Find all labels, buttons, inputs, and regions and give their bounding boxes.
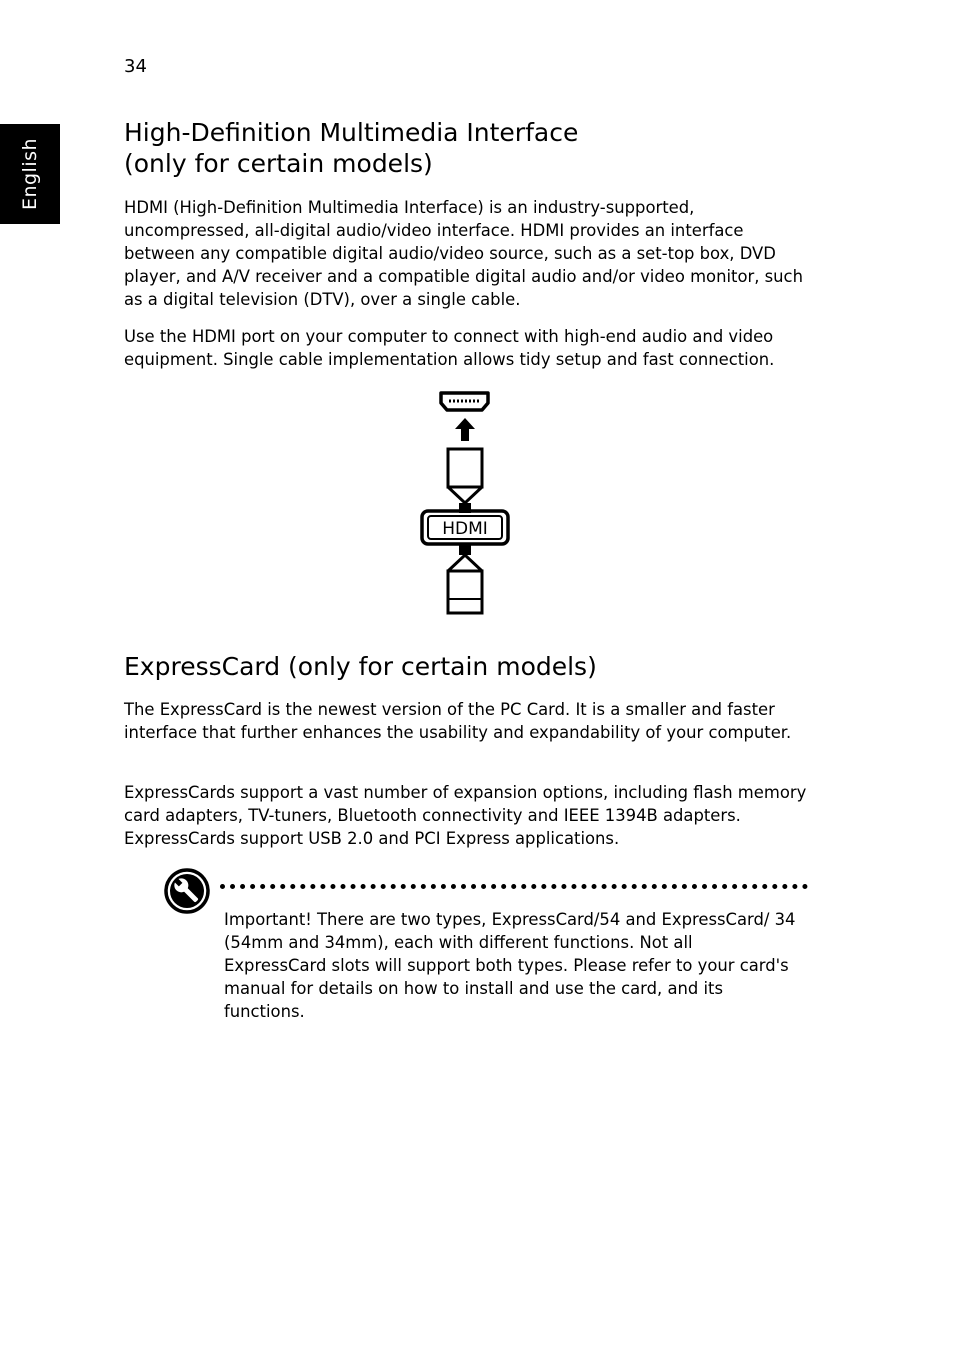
- note-divider: [220, 884, 808, 889]
- important-label: Important: [224, 910, 306, 929]
- up-arrow-icon: [455, 418, 475, 441]
- wrench-icon: [163, 867, 211, 915]
- expresscard-paragraph-1: The ExpressCard is the newest version of the PC Card. It is a smaller and faster interface that further enhances the usability and expandability of your computer.: [124, 700, 792, 742]
- hdmi-cable-icon: [422, 449, 508, 613]
- hdmi-port-icon: [441, 393, 488, 410]
- expresscard-paragraph-2: ExpressCards support a vast number of expansion options, including flash memory card adapters, TV-tuners, Bluetooth connectivity and IEEE 1394B adapters. ExpressCards support USB 2.0 and PCI Express applications.: [124, 783, 807, 848]
- language-tab: [0, 124, 60, 224]
- hdmi-figure-label: HDMI: [442, 519, 488, 539]
- hdmi-title-line2: (only for certain models): [124, 149, 433, 178]
- hdmi-title-line1: High-Definition Multimedia Interface: [124, 118, 579, 147]
- page-number: 34: [124, 56, 147, 77]
- expresscard-section-title: ExpressCard (only for certain models): [124, 652, 597, 681]
- important-note-text: ! There are two types, ExpressCard/54 and ExpressCard/ 34 (54mm and 34mm), each with different functions. Not all ExpressCard slots will support both types. Please refer to your card's manual for details on how to install and use the card, and its functions.: [224, 910, 796, 1021]
- hdmi-paragraph-1: HDMI (High-Definition Multimedia Interface) is an industry-supported, uncompressed, all-digital audio/video interface. HDMI provides an interface between any compatible digital audio/video source, such as a set-top box, DVD player, and A/V receiver and a compatible digital audio and/or video monitor, such as a digital television (DTV), over a single cable.: [124, 198, 803, 309]
- language-tab-label: English: [19, 137, 41, 211]
- hdmi-section-title: [124, 117, 824, 179]
- hdmi-connection-figure: [410, 385, 520, 620]
- hdmi-paragraph-2: Use the HDMI port on your computer to connect with high-end audio and video equipment. Single cable implementation allows tidy setup and fast connection.: [124, 327, 775, 369]
- important-note: [224, 908, 799, 1023]
